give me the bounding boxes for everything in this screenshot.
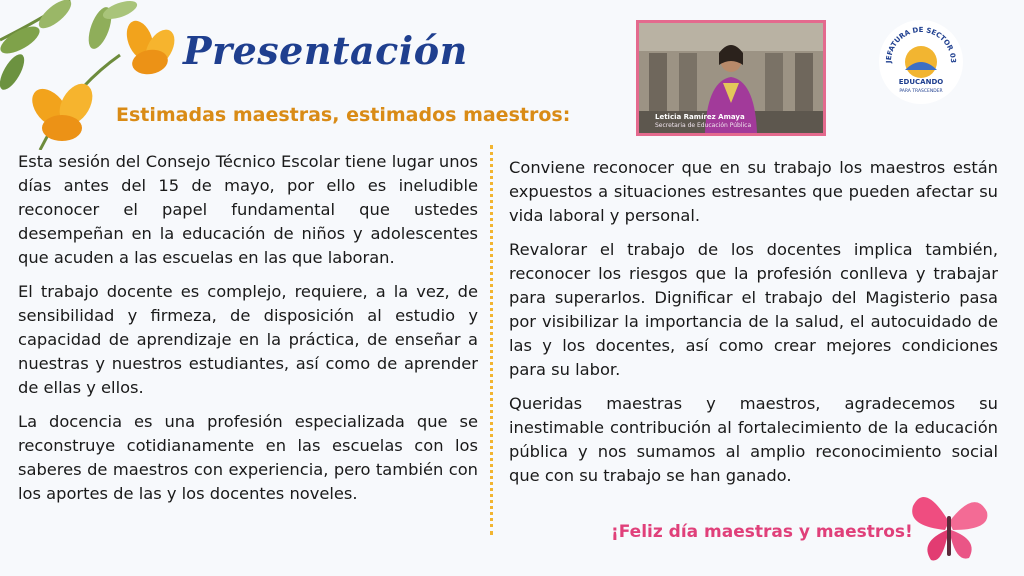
paragraph: Esta sesión del Consejo Técnico Escolar tiene lugar unos días antes del 15 de mayo, por ello es ineludible reconocer el papel fundamental que ustedes desempeñan en la educación de niños y adolescentes que acuden a las escuelas en las que laboran. <box>18 152 478 267</box>
paragraph: Queridas maestras y maestros, agradecemos su inestimable contribución al fortalecimiento de la educación pública y nos sumamos al amplio reconocimiento social que con su trabajo se han ganado. <box>509 394 998 485</box>
sector-seal-logo <box>877 18 965 106</box>
right-column <box>509 156 998 498</box>
closing-message: ¡Feliz día maestras y maestros! <box>611 522 913 542</box>
seal-top-text: JEFATURA DE SECTOR 03 <box>884 25 958 64</box>
paragraph: El trabajo docente es complejo, requiere, a la vez, de sensibilidad y firmeza, de disposición al estudio y capacidad de aprendizaje en la práctica, de enseñar a nuestras y nuestros estudiantes, así como de aprender de ellas y ellos. <box>18 282 478 397</box>
orange-flower-top <box>122 17 181 77</box>
column-divider <box>490 145 493 535</box>
orange-flower-bottom <box>25 78 99 141</box>
butterfly-icon <box>905 482 993 570</box>
seal-bottom-text: PARA TRASCENDER <box>899 89 943 94</box>
video-caption-name: Leticia Ramírez Amaya <box>655 113 745 121</box>
flower-leaves-decoration <box>0 0 190 150</box>
paragraph: La docencia es una profesión especializada que se reconstruye cotidianamente en las escuelas con los saberes de maestros con experiencia, pero también con los aportes de las y los docentes noveles. <box>18 412 478 503</box>
left-column <box>18 150 478 516</box>
seal-middle-text: EDUCANDO <box>898 78 944 86</box>
video-thumbnail[interactable] <box>636 20 826 136</box>
paragraph: Conviene reconocer que en su trabajo los maestros están expuestos a situaciones estresantes que pueden afectar su vida laboral y personal. <box>509 158 998 225</box>
page-title: Presentación <box>183 28 468 73</box>
greeting-heading: Estimadas maestras, estimados maestros: <box>116 104 571 126</box>
video-caption-role: Secretaria de Educación Pública <box>655 122 752 129</box>
paragraph: Revalorar el trabajo de los docentes implica también, reconocer los riesgos que la profesión conlleva y trabajar para superarlos. Dignificar el trabajo del Magisterio pasa por visibilizar la importancia de la salud, el autocuidado de las y los docentes, así como crear mejores condiciones para su labor. <box>509 240 998 379</box>
